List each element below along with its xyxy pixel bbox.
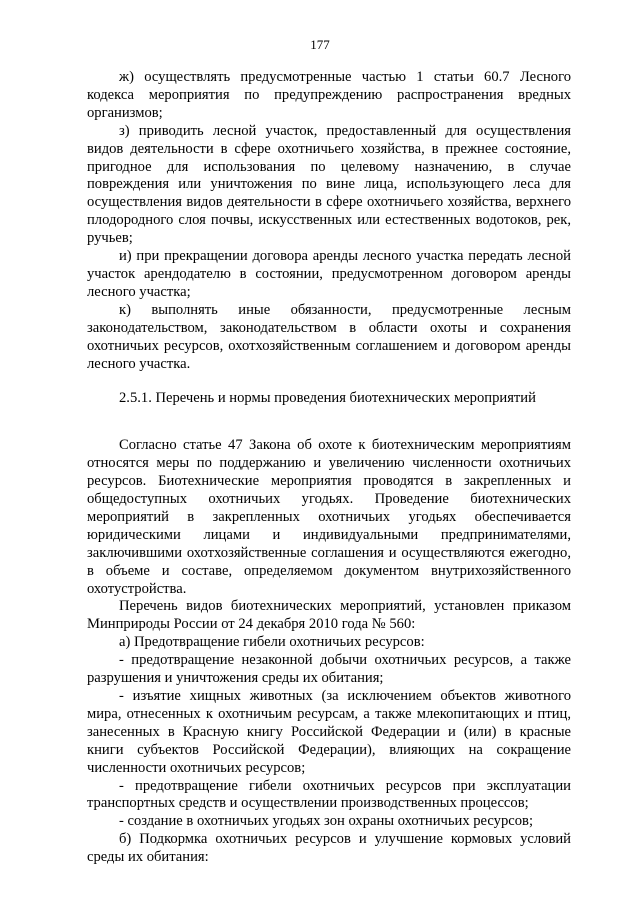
paragraph-law-article-47: Согласно статье 47 Закона об охоте к биотехническим мероприятиям относятся меры по поддержанию и увеличению численности охотничьих ресурсов. Биотехнические мероприятия проводятся в закрепленных и общедоступных охотничьих угодьях. Проведение биотехнических мероприятий в закрепленных охотничьих угодьях обеспечивается юридическими лицами и индивидуальными предпринимателями, заключившими охотхозяйственные соглашения и осуществляются ежегодно, в объеме и составе, определяемом документом внутрихозяйственного охотустройства. (87, 437, 571, 597)
paragraph-item-zh: ж) осуществлять предусмотренные частью 1 статьи 60.7 Лесного кодекса мероприятия по предупреждению распространения вредных организмов; (87, 69, 571, 121)
spacer (87, 408, 571, 437)
document-body (87, 69, 571, 867)
list-heading-b: б) Подкормка охотничьих ресурсов и улучшение кормовых условий среды их обитания: (87, 831, 571, 866)
paragraph-item-i: и) при прекращении договора аренды лесного участка передать лесной участок арендодателю в состоянии, предусмотренном договором аренды лесного участка; (87, 248, 571, 300)
list-item-predator-removal: - изъятие хищных животных (за исключением объектов животного мира, отнесенных к охотничьим ресурсам, а также млекопитающих и птиц, занесенных в Красную книгу Российской Федерации и (или) в красные книги субъектов Российской Федерации), влияющих на сокращение численности охотничьих ресурсов; (87, 688, 571, 776)
paragraph-item-k: к) выполнять иные обязанности, предусмотренные лесным законодательством, законодательством в области охоты и сохранения охотничьих ресурсов, охотхозяйственным соглашением и договором аренды лесного участка. (87, 301, 571, 372)
list-item-protection-zones: - создание в охотничьих угодьях зон охраны охотничьих ресурсов; (119, 813, 533, 830)
list-heading-a: а) Предотвращение гибели охотничьих ресурсов: (119, 634, 425, 651)
page-number: 177 (310, 37, 330, 52)
section-heading: 2.5.1. Перечень и нормы проведения биотехнических мероприятий (119, 390, 536, 407)
spacer (87, 373, 571, 390)
list-item-transport-protection: - предотвращение гибели охотничьих ресурсов при эксплуатации транспортных средств и осуществлении производственных процессов; (87, 777, 571, 812)
paragraph-measures-list-intro: Перечень видов биотехнических мероприятий, установлен приказом Минприроды России от 24 декабря 2010 года № 560: (87, 598, 571, 633)
list-item-illegal-hunting: - предотвращение незаконной добычи охотничьих ресурсов, а также разрушения и уничтожения среды их обитания; (87, 652, 571, 687)
paragraph-item-z: з) приводить лесной участок, предоставленный для осуществления видов деятельности в сфере охотничьего хозяйства, в прежнее состояние, пригодное для использования по целевому назначению, в случае повреждения или уничтожения по вине лица, использующего леса для осуществления видов деятельности в сфере охотничьего хозяйства, верхнего плодородного слоя почвы, искусственных или естественных водотоков, рек, ручьев; (87, 122, 571, 247)
